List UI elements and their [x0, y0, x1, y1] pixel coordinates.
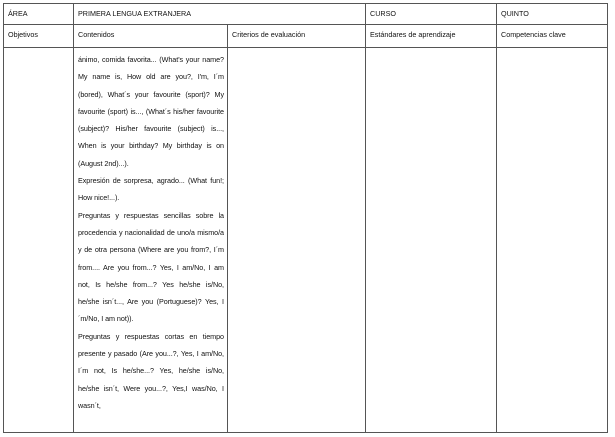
curso-label-cell: [366, 4, 497, 25]
body-row: [4, 48, 608, 433]
contenidos-body: [74, 48, 228, 433]
contenidos-paragraph: Preguntas y respuestas sencillas sobre la procedencia y nacionalidad de uno/a mismo/a y de otra persona (Where are you from?, I´m from.... Are you from...? Yes, I am/No, I am not, Is he/she from...? Yes he/she is/No, he/she isn´t..., Are you (Portuguese)? Yes, I´m/No, I am not)).: [78, 210, 224, 324]
col-criterios: [228, 25, 366, 48]
curso-value: QUINTO: [501, 9, 529, 18]
contenidos-text: [74, 48, 227, 414]
column-header-criterios: Criterios de evaluación: [232, 30, 306, 39]
col-objetivos: [4, 25, 74, 48]
column-header-estandares: Estándares de aprendizaje: [370, 30, 456, 39]
competencias-body: [497, 48, 608, 433]
curriculum-sheet: [3, 3, 607, 435]
area-label: ÁREA: [8, 9, 28, 18]
curso-label: CURSO: [370, 9, 396, 18]
area-label-cell: [4, 4, 74, 25]
column-header-contenidos: Contenidos: [78, 30, 115, 39]
col-competencias: [497, 25, 608, 48]
column-header-row: [4, 25, 608, 48]
col-estandares: [366, 25, 497, 48]
criterios-body: [228, 48, 366, 433]
area-value: PRIMERA LENGUA EXTRANJERA: [78, 9, 192, 18]
area-value-cell: [74, 4, 366, 25]
column-header-competencias: Competencias clave: [501, 30, 566, 39]
col-contenidos: [74, 25, 228, 48]
curso-value-cell: [497, 4, 608, 25]
contenidos-paragraph: Preguntas y respuestas cortas en tiempo presente y pasado (Are you...?, Yes, I am/No, I´m not, Is he/she...? Yes, he/she is/No, he/she isn´t, Were you...?, Yes,I was/No, I wasn´t,: [78, 331, 224, 410]
objetivos-body: [4, 48, 74, 433]
header-row: [4, 4, 608, 25]
curriculum-table: [3, 3, 608, 433]
contenidos-paragraph: ánimo, comida favorita... (What's your name? My name is, How old are you?, I'm, I´m (bored), What´s your favourite (sport)? My favourite (sport) is..., (What´s his/her favourite (subject)? His/her favourite (subject) is..., When is your birthday? My birthday is on (August 2nd)...).: [78, 55, 224, 168]
column-header-objetivos: Objetivos: [8, 30, 38, 39]
contenidos-paragraph: Expresión de sorpresa, agrado... (What fun!; How nice!...).: [78, 176, 224, 203]
estandares-body: [366, 48, 497, 433]
